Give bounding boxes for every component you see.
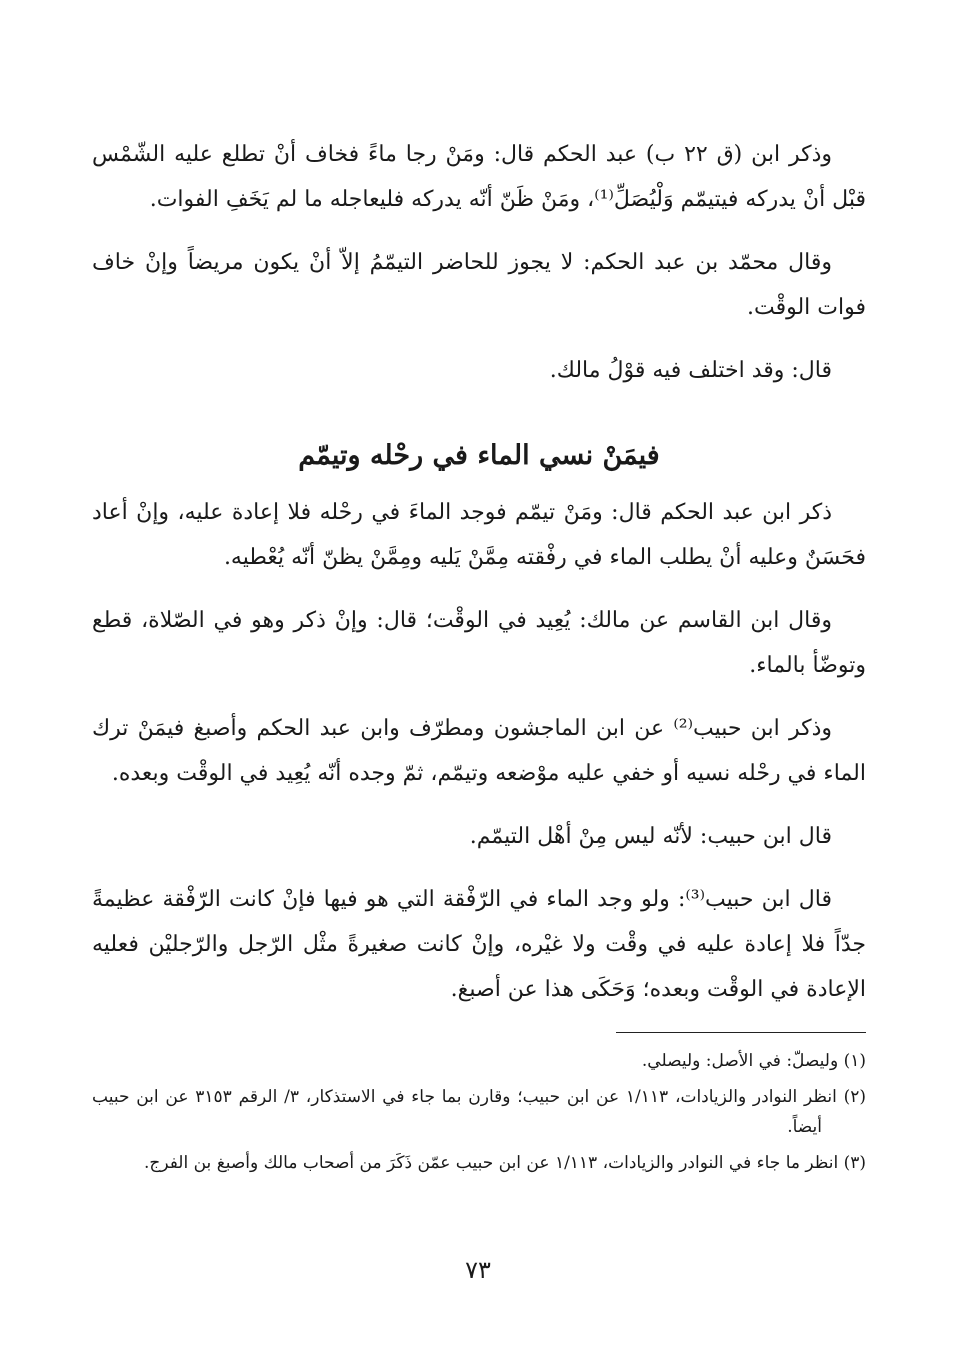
footnotes <box>92 1046 866 1184</box>
paragraph: وذكر ابن حبيب⁽²⁾ عن ابن الماجشون ومطرّف وابن عبد الحكم وأصبغ فيمَنْ ترك الماء في رحْله نسيه أو خفي عليه موْضعه وتيمّم، ثمّ وجده أنّه يُعِيد في الوقْت وبعده. <box>92 716 866 786</box>
paragraph: وقال محمّد بن عبد الحكم: لا يجوز للحاضر التيمّمُ إلاّ أنْ يكون مريضاً وإنْ خاف فوات الوقْت. <box>92 250 866 320</box>
page-number: ٧٣ <box>465 1256 491 1284</box>
paragraph: قال ابن حبيب⁽³⁾: ولو وجد الماء في الرّفْقة التي هو فيها فإنْ كانت الرّفْقة عظيمةً جدّاً فلا إعادة عليه في وقْت ولا غيْره، وإنْ كانت صغيرةً مثْل الرّجل والرّجليْن فعليه الإعادة في الوقْت وبعده؛ وَحَكَى هذا عن أصبغ. <box>92 887 866 1002</box>
footnote: (٣) انظر ما جاء في النوادر والزيادات، ١/١١٣ عن ابن حبيب عمّن ذَكَرَ من أصحاب مالك وأصبغ بن الفرج. <box>143 1153 866 1173</box>
paragraph: ذكر ابن عبد الحكم قال: ومَنْ تيمّم فوجد الماءَ في رحْله فلا إعادة عليه، وإنْ أعاد فحَسَنٌ وعليه أنْ يطلب الماء في رفْقته مِمَّنْ يَليه ومِمَّنْ يظنّ أنّه يُعْطيه. <box>92 500 866 570</box>
paragraph: وذكر ابن (ق ٢٢ ب) عبد الحكم قال: ومَنْ رجا ماءً فخاف أنْ تطلع عليه الشّمْس قبْل أنْ يدركه فيتيمّم وَلْيُصَلِّ⁽¹⁾، ومَنْ ظَنّ أنّه يدركه فليعاجله ما لم يَخَفِ الفوات. <box>92 142 866 212</box>
footnote-separator <box>616 1032 866 1033</box>
footnote: (٢) انظر النوادر والزيادات، ١/١١٣ عن ابن حبيب؛ وقارن بما جاء في الاستذكار، ٣/ الرقم ٣١٥٣ عن ابن حبيب أيضاً. <box>92 1087 866 1137</box>
paragraph: قال ابن حبيب: لأنّه ليس مِنْ أهْل التيمّم. <box>469 824 832 849</box>
section-heading: فيمَنْ نسي الماء في رحْله وتيمّم <box>298 440 660 471</box>
main-text <box>92 132 866 1030</box>
footnote: (١) وليصلّ: في الأصل: وليصلي. <box>641 1051 866 1071</box>
paragraph: وقال ابن القاسم عن مالك: يُعِيد في الوقْت؛ قال: وإنْ ذكر وهو في الصّلاة، قطع وتوضّأ بالماء. <box>92 608 866 678</box>
paragraph: قال: وقد اختلف فيه قوْلُ مالك. <box>549 358 832 383</box>
